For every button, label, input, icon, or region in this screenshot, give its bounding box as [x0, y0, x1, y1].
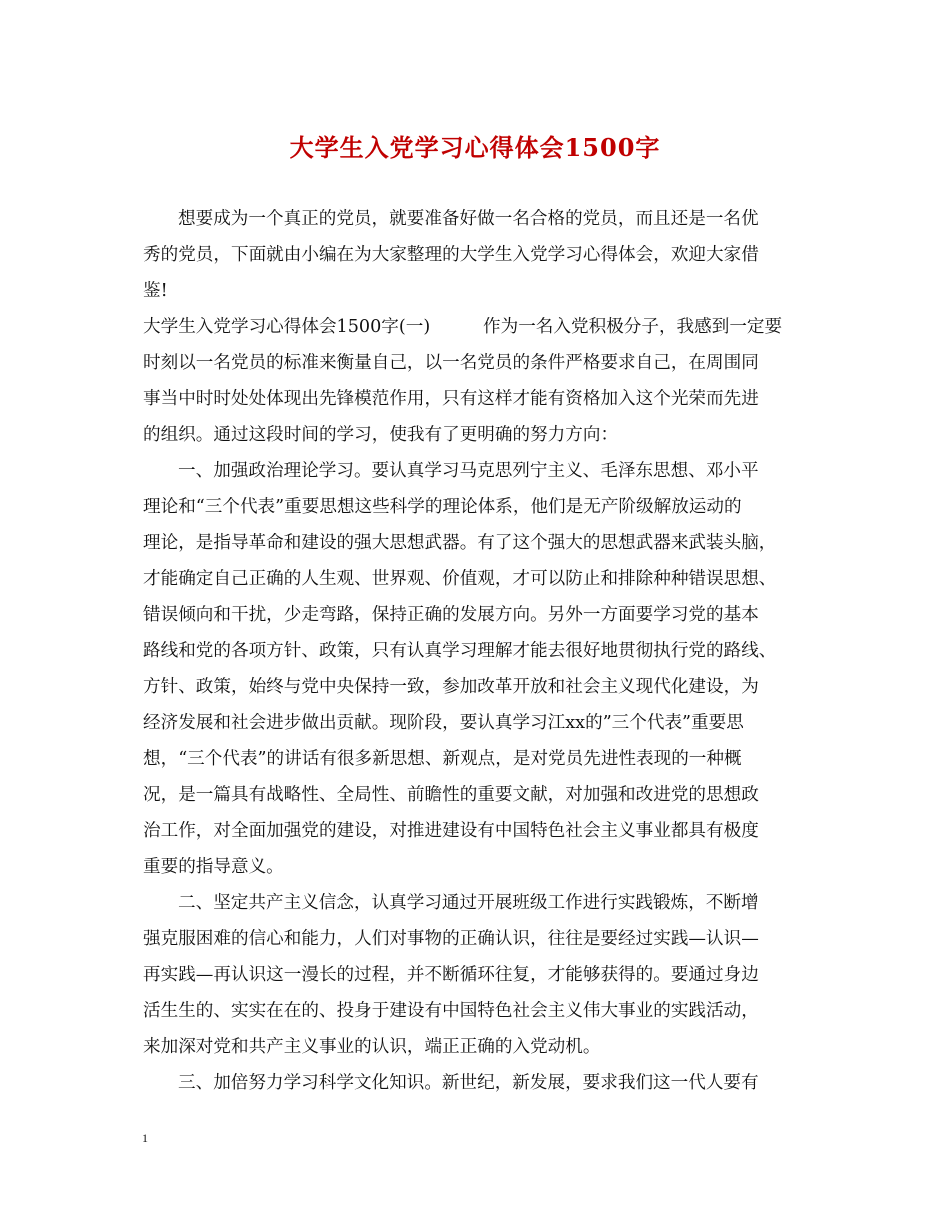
- text-line: 秀的党员，下面就由小编在为大家整理的大学生入党学习心得体会，欢迎大家借: [143, 245, 759, 265]
- text-line: 想要成为一个真正的党员，就要准备好做一名合格的党员，而且还是一名优: [178, 209, 759, 229]
- text-line: 强克服困难的信心和能力，人们对事物的正确认识，往往是要经过实践—认识—: [143, 929, 759, 949]
- text-line: 重要的指导意义。: [143, 857, 284, 877]
- text-line: 再实践—再认识这一漫长的过程，并不断循环往复，才能够获得的。要通过身边: [143, 965, 759, 985]
- text-line: 治工作，对全面加强党的建设，对推进建设有中国特色社会主义事业都具有极度: [143, 821, 759, 841]
- text-line: 才能确定自己正确的人生观、世界观、价值观，才可以防止和排除种种错误思想、: [143, 569, 777, 589]
- text-line: 方针、政策，始终与党中央保持一致，参加改革开放和社会主义现代化建设，为: [143, 677, 759, 697]
- text-line: 路线和党的各项方针、政策，只有认真学习理解才能去很好地贯彻执行党的路线、: [143, 641, 777, 661]
- page-number: 1: [142, 1131, 148, 1145]
- text-line: 一、加强政治理论学习。要认真学习马克思列宁主义、毛泽东思想、邓小平: [178, 461, 759, 481]
- text-line: 况，是一篇具有战略性、全局性、前瞻性的重要文献，对加强和改进党的思想政: [143, 785, 759, 805]
- text-line: 事当中时时处处体现出先锋模范作用，只有这样才能有资格加入这个光荣而先进: [143, 389, 759, 409]
- text-line: 理论和“三个代表”重要思想这些科学的理论体系，他们是无产阶级解放运动的: [143, 497, 742, 517]
- text-line: 二、坚定共产主义信念，认真学习通过开展班级工作进行实践锻炼，不断增: [178, 893, 759, 913]
- text-line: 来加深对党和共产主义事业的认识，端正正确的入党动机。: [143, 1037, 601, 1057]
- text-line: 的组织。通过这段时间的学习，使我有了更明确的努力方向：: [143, 425, 619, 445]
- text-line: 错误倾向和干扰，少走弯路，保持正确的发展方向。另外一方面要学习党的基本: [143, 605, 759, 625]
- text-line: 三、加倍努力学习科学文化知识。新世纪，新发展，要求我们这一代人要有: [178, 1073, 759, 1093]
- text-line: 大学生入党学习心得体会1500字(一) 作为一名入党积极分子，我感到一定要: [143, 317, 783, 337]
- text-line: 经济发展和社会进步做出贡献。现阶段，要认真学习江xx的”三个代表”重要思: [143, 713, 744, 733]
- text-line: 想，“三个代表”的讲话有很多新思想、新观点，是对党员先进性表现的一种概: [143, 749, 742, 769]
- text-line: 活生生的、实实在在的、投身于建设有中国特色社会主义伟大事业的实践活动，: [143, 1001, 759, 1021]
- text-line: 理论，是指导革命和建设的强大思想武器。有了这个强大的思想武器来武装头脑，: [143, 533, 777, 553]
- text-line: 鉴!: [143, 281, 168, 301]
- document-title: 大学生入党学习心得体会1500字: [289, 133, 661, 162]
- text-line: 时刻以一名党员的标准来衡量自己，以一名党员的条件严格要求自己，在周围同: [143, 353, 759, 373]
